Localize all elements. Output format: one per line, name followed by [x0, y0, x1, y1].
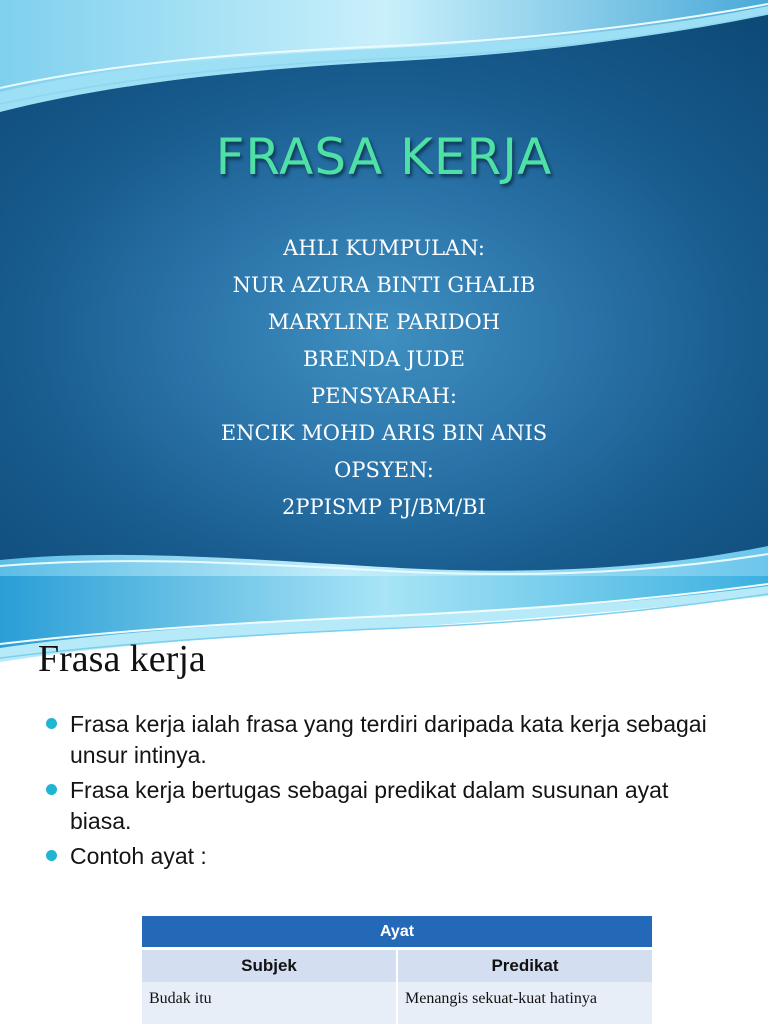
info-line: NUR AZURA BINTI GHALIB — [232, 273, 536, 297]
bullet-item — [46, 775, 726, 837]
column-header-subjek: Subjek — [142, 949, 397, 983]
bullet-text: Frasa kerja ialah frasa yang terdiri daripada kata kerja sebagai unsur intinya. — [70, 711, 707, 768]
table-title: Ayat — [142, 916, 652, 949]
bullet-dot-icon — [46, 850, 57, 861]
info-line: AHLI KUMPULAN: — [283, 236, 485, 260]
bullet-dot-icon — [46, 784, 57, 795]
bullet-item — [46, 709, 726, 771]
info-line: MARYLINE PARIDOH — [267, 310, 501, 334]
info-line: BRENDA JUDE — [303, 347, 465, 371]
column-header-predikat: Predikat — [397, 949, 652, 983]
info-line: 2PPISMP PJ/BM/BI — [282, 495, 486, 519]
bullet-list — [46, 709, 726, 876]
group-info — [0, 230, 768, 526]
info-line: OPSYEN: — [334, 458, 434, 482]
bullet-dot-icon — [46, 718, 57, 729]
table-row — [142, 982, 652, 1024]
slide-heading: Frasa kerja — [38, 638, 206, 680]
bullet-text: Contoh ayat : — [70, 843, 207, 869]
table-cell-subjek: Budak itu — [142, 982, 397, 1024]
info-line: PENSYARAH: — [311, 384, 457, 408]
slide-title: FRASA KERJA — [215, 128, 553, 186]
bullet-item — [46, 841, 726, 872]
info-line: ENCIK MOHD ARIS BIN ANIS — [220, 421, 548, 445]
example-table — [142, 916, 652, 1024]
table-cell-predikat: Menangis sekuat-kuat hatinya — [397, 982, 652, 1024]
bullet-text: Frasa kerja bertugas sebagai predikat dalam susunan ayat biasa. — [70, 777, 669, 834]
content-slide — [0, 576, 768, 1024]
